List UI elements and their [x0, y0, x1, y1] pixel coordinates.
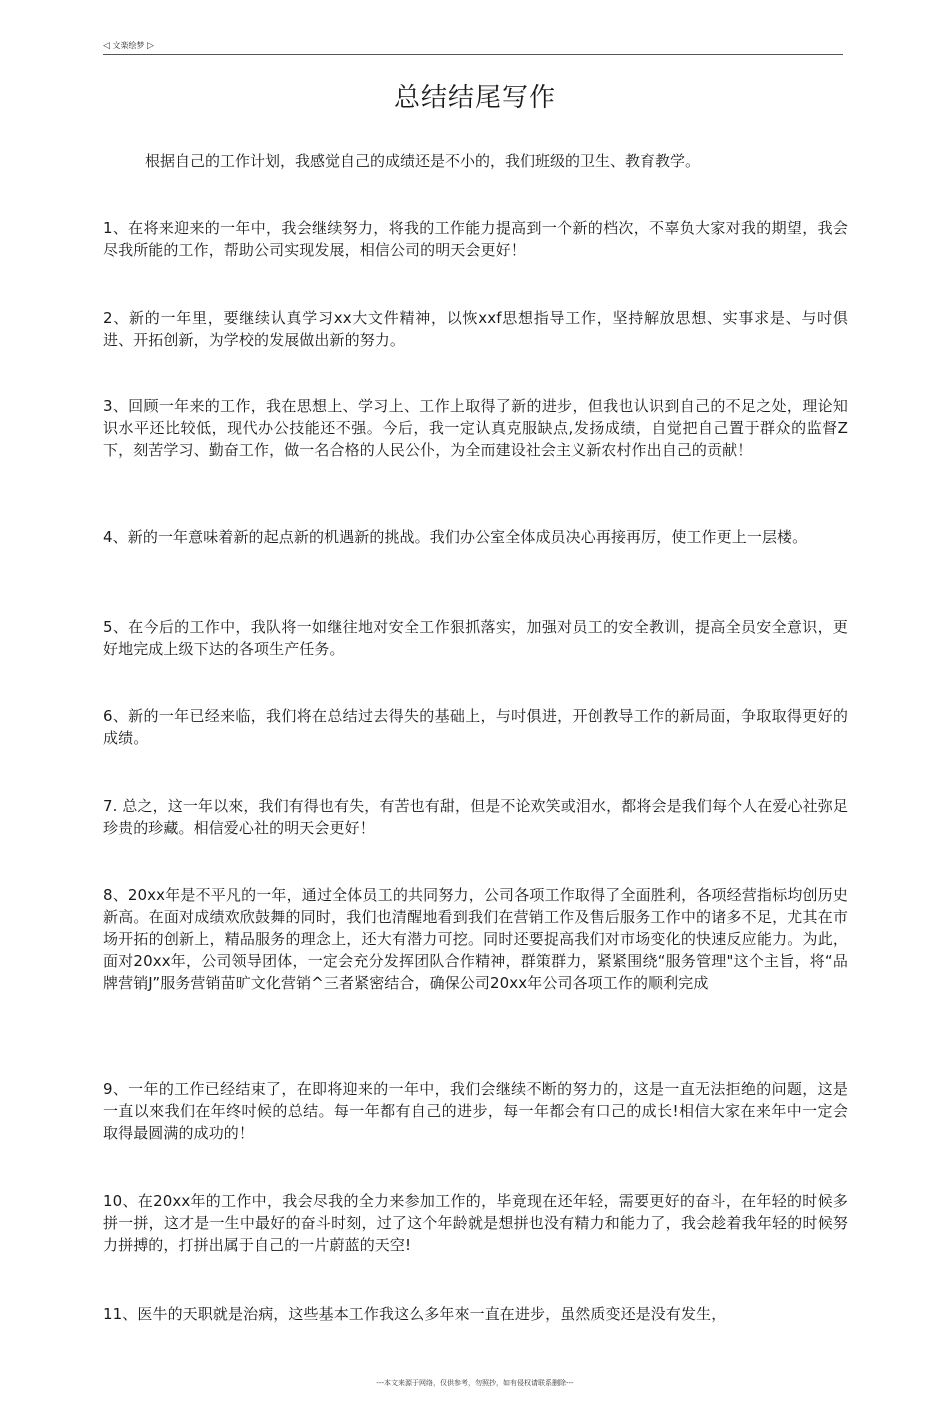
- right-triangle-icon: ▷: [147, 41, 154, 51]
- document-title: 总结结尾写作: [393, 83, 556, 113]
- page-footer: ---本文来源于网络，仅供参考，勿照抄，如有侵权请联系删除---: [376, 1379, 574, 1387]
- paragraph-1: 1、在将来迎来的一年中，我会继续努力，将我的工作能力提高到一个新的档次，不辜负大家对我的期望，我会尽我所能的工作，帮助公司实现发展，相信公司的明天会更好！: [103, 219, 848, 259]
- paragraph-3: 3、回顾一年来的工作，我在思想上、学习上、工作上取得了新的进步，但我也认识到自己的不足之处，理论知识水平还比较低，现代办公技能还不强。今后，我一定认真克服缺点,发扬成绩，自觉把自己置于群众的监督Z下，刻苦学习、勤奋工作，做一名合格的人民公仆，为全而建设社会主义新农村作出自己的贡献！: [103, 397, 848, 459]
- paragraph-8: 8、20xx年是不平凡的一年，通过全体员工的共同努力，公司各项工作取得了全面胜利，各项经营指标均创历史新高。在面对成绩欢欣鼓舞的同时，我们也清醒地看到我们在营销工作及售后服务工作中的诸多不足，尤其在市场开拓的创新上，精品服务的理念上，还大有潜力可挖。同时还要捉高我们对市场变化的快速反应能力。为此，面对20xx年，公司领导团体，一定会充分发挥团队合作精神，群策群力，紧紧围绕“服务管理"这个主旨，将“品牌营销J”服务营销苗旷文化营销^三者紧密结合，确保公司20xx年公司各项工作的顺利完成: [103, 886, 848, 992]
- paragraph-7: 7. 总之，这一年以來，我们有得也有失，有苦也有甜，但是不论欢笑或泪水，都将会是我们每个人在爱心社弥足珍贵的珍藏。相信爱心社的明天会更好！: [103, 797, 848, 837]
- header-text: 文楽绘梦: [112, 41, 145, 50]
- intro-paragraph: 根据自己的工作计划，我感觉自己的成绩还是不小的，我们班级的卫生、教育教学。: [145, 152, 701, 170]
- paragraph-9: 9、一年的工作已经结束了，在即将迎来的一年中，我们会继续不断的努力的，这是一直无法拒绝的问题，这是一直以來我们在年终吋候的总结。每一年都有自己的进步，每一年都会有口己的成长!相信大家在来年中一定会取得最圆满的成功的！: [103, 1080, 848, 1142]
- paragraph-5: 5、在今后的工作中，我队将一如继往地对安全工作狠抓落实，加强对员工的安全教训，提高全员安全意识，更好地完成上级下达的各项生产任务。: [103, 618, 848, 658]
- paragraph-11: 11、医牛的天职就是治病，这些基本工作我这么多年來一直在进步，虽然质变还是没有发生，: [103, 1305, 727, 1323]
- left-triangle-icon: ◁: [103, 41, 110, 51]
- paragraph-6: 6、新的一年已经来临，我们将在总结过去得失的基础上，与吋俱进，开创教导工作的新局面，争取取得更好的成绩。: [103, 707, 848, 747]
- paragraph-4: 4、新的一年意味着新的起点新的机遇新的挑战。我们办公室全体成员决心再接再厉，使工作更上一层楼。: [103, 528, 808, 546]
- page-header: [103, 40, 843, 55]
- paragraph-2: 2、新的一年里，要继续认真学习xx大文件精神，以恢xxf思想指导工作，坚持解放思想、实事求是、与吋俱进、开拓创新，为学校的发展做出新的努力。: [103, 309, 848, 349]
- paragraph-10: 10、在20xx年的工作中，我会尽我的全力来参加工作的，毕竟现在还年轻，需要更好的奋斗，在年轻的时候多拼一拼，这才是一生中最好的奋斗时刻，过了这个年龄就是想拼也没有精力和能力了，我会趁着我年轻的时候努力拼搏的，打拼出属于自己的一片蔚蓝的天空!: [103, 1192, 848, 1254]
